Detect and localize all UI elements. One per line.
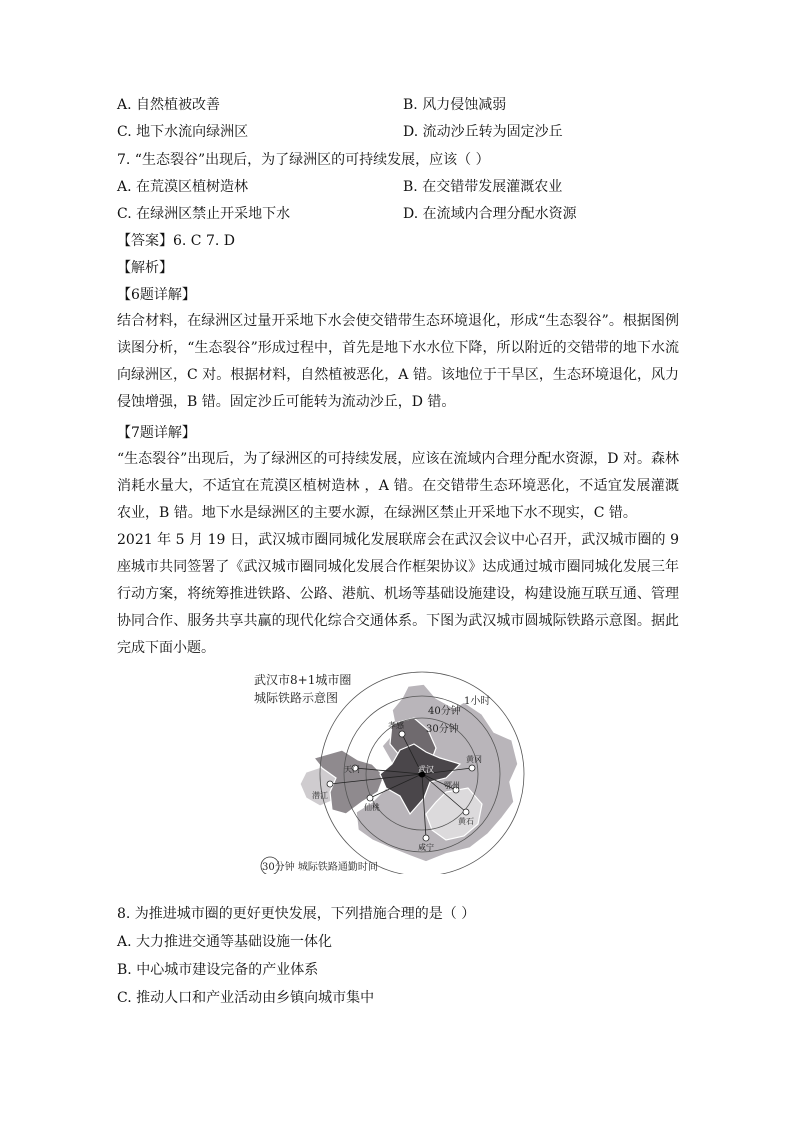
q6-detail-label: 【6题详解】 — [117, 287, 196, 303]
city-huanggang: 黄冈 — [466, 755, 482, 764]
city-wuhan: 武汉 — [418, 765, 434, 774]
city-qianjiang: 潜江 — [312, 791, 328, 800]
marker-xiaogan — [399, 731, 405, 737]
q7-detail-label: 【7题详解】 — [117, 425, 196, 441]
city-xianning: 咸宁 — [418, 843, 434, 852]
map-title-line2: 城际铁路示意图 — [254, 691, 339, 705]
q7-option-c: C. 在绿洲区禁止开采地下水 — [117, 206, 291, 222]
q6-option-c: C. 地下水流向绿洲区 — [117, 124, 249, 140]
q8-stem: 8. 为推进城市圈的更好更快发展，下列措施合理的是（ ） — [117, 906, 476, 922]
q8-option-a: A. 大力推进交通等基础设施一体化 — [117, 934, 333, 950]
q6-detail-text: 结合材料，在绿洲区过量开采地下水会使交错带生态环境退化，形成“生态裂谷”。根据图例读图分析，“生态裂谷”形成过程中，首先是地下水水位下降，所以附近的交错带的地下水流向绿洲区，C 对。根据材料，自然植被恶化，A 错。该地位于干旱区，生态环境退化，风力侵蚀增强，B 错。固定沙丘可能转为流动沙丘，D 错。 — [117, 313, 679, 410]
city-ezhou: 鄂州 — [444, 781, 460, 790]
q7-detail-text: “生态裂谷”出现后，为了绿洲区的可持续发展，应该在流域内合理分配水资源，D 对。森林消耗水量大，不适宜在荒漠区植树造林 ，A 错。在交错带生态环境恶化，不适宜发展灌溉农业，B 错。地下水是绿洲区的主要水源，在绿洲区禁止开采地下水不现实，C 错。 — [117, 451, 679, 521]
answer-line: 【答案】6. C 7. D — [117, 233, 236, 249]
marker-xianning — [423, 835, 429, 841]
q8-option-b: B. 中心城市建设完备的产业体系 — [117, 962, 319, 978]
material-paragraph: 2021 年 5 月 19 日，武汉城市圈同城化发展联席会在武汉会议中心召开，武汉城市圈的 9 座城市共同签署了《武汉城市圈同城化发展合作框架协议》达成通过城市圈同城化发展三年行动方案，将统筹推进铁路、公路、港航、机场等基础设施建设，构建设施互联互通、管理协同合作、服务共享共赢的现代化综合交通体系。下图为武汉城市圆城际铁路示意图。据此完成下面小题。 — [117, 532, 679, 656]
q6-option-a: A. 自然植被改善 — [117, 97, 221, 113]
city-xiaogan: 孝感 — [388, 721, 404, 730]
ring-label-40min: 40分钟 — [428, 706, 461, 717]
analysis-label: 【解析】 — [117, 260, 173, 276]
city-xiantao: 仙桃 — [364, 803, 380, 812]
marker-qianjiang — [327, 781, 333, 787]
city-tianmen: 天门 — [344, 765, 360, 774]
marker-huangshi — [463, 809, 469, 815]
q7-stem: 7. “生态裂谷”出现后，为了绿洲区的可持续发展，应该（ ） — [117, 152, 490, 168]
map-legend: 30分钟 城际铁路通勤时间 — [262, 862, 378, 873]
q8-option-c: C. 推动人口和产业活动由乡镇向城市集中 — [117, 990, 375, 1006]
q6-option-b: B. 风力侵蚀减弱 — [403, 97, 507, 113]
marker-xiantao — [367, 795, 373, 801]
city-huangshi: 黄石 — [458, 817, 474, 826]
marker-huanggang — [469, 765, 475, 771]
map-title-line1: 武汉市8+1城市圈 — [254, 673, 352, 687]
q7-option-d: D. 在流域内合理分配水资源 — [403, 206, 577, 222]
q7-option-a: A. 在荒漠区植树造林 — [117, 179, 249, 195]
ring-label-1hour: 1小时 — [464, 696, 491, 707]
railway-map — [250, 664, 530, 874]
ring-label-30min: 30分钟 — [426, 724, 459, 735]
q6-option-d: D. 流动沙丘转为固定沙丘 — [403, 124, 563, 140]
q7-option-b: B. 在交错带发展灌溉农业 — [403, 179, 563, 195]
